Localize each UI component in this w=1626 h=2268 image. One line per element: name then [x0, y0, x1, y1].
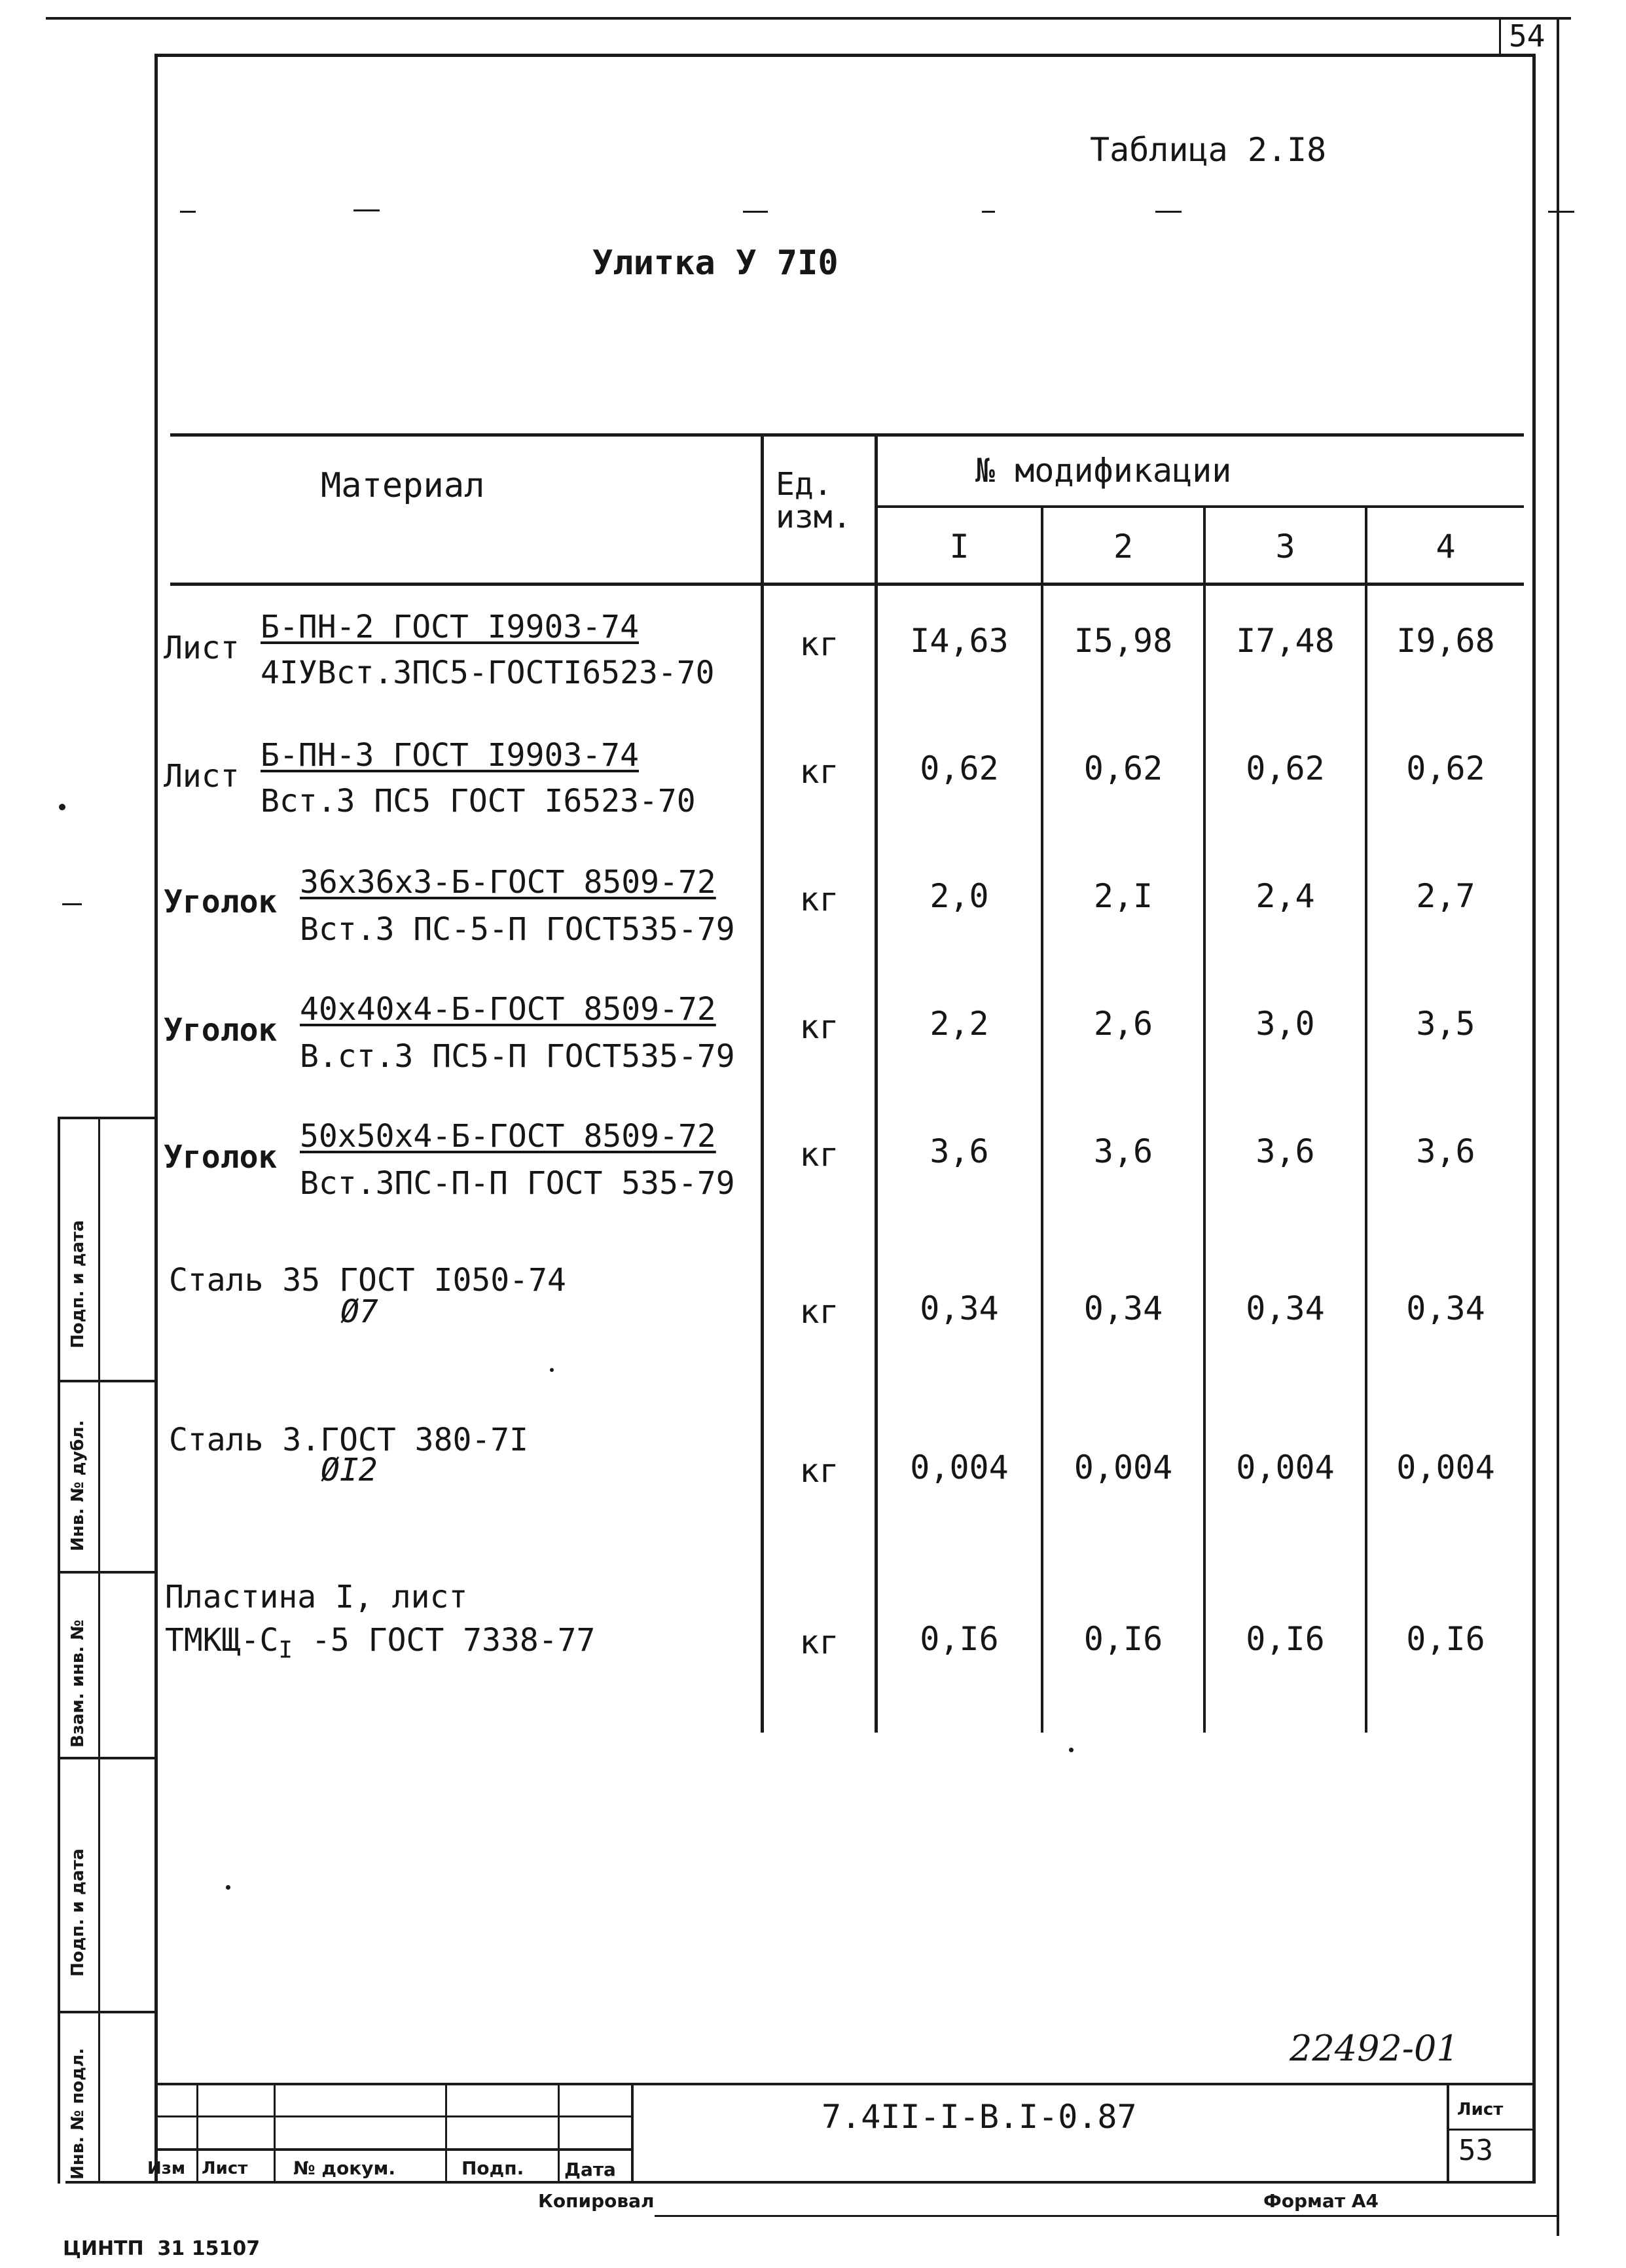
row-value-mod4: 0,I6	[1406, 1620, 1485, 1658]
side-divider	[58, 1571, 156, 1574]
row-material-line1: 40х40х4-Б-ГОСТ 8509-72	[300, 991, 716, 1028]
row-value-mod2: 0,I6	[1083, 1620, 1163, 1658]
stamp-sheet-number: 53	[1458, 2134, 1493, 2167]
sheet-number-box-left	[1499, 17, 1501, 55]
row-material-line1: Б-ПН-2 ГОСТ I9903-74	[261, 609, 639, 645]
row-value-mod2: 0,004	[1074, 1449, 1173, 1486]
row-value-mod3: 2,4	[1256, 877, 1315, 915]
row-material-line2: ØI2	[321, 1452, 378, 1488]
row-material-line2-suffix: -5 ГОСТ 7338-77	[293, 1622, 596, 1659]
row-value-mod1: 0,I6	[920, 1620, 999, 1658]
row-value-mod3: 0,34	[1246, 1289, 1325, 1327]
row-material-line2: В.ст.3 ПС5-П ГОСТ535-79	[300, 1038, 735, 1075]
stamp-col-line	[196, 2083, 198, 2182]
row-prefix: Уголок	[164, 884, 278, 920]
side-label-dup-inv: Инв. № дубл.	[68, 1420, 88, 1551]
row-material-line2: Вст.3 ПС-5-П ГОСТ535-79	[300, 911, 735, 948]
stamp-col-line	[445, 2083, 447, 2182]
dash-mark	[353, 209, 380, 211]
dash-mark	[180, 211, 196, 213]
table-header-bottom-line	[170, 583, 1524, 586]
stamp-copied: Копировал	[538, 2190, 655, 2212]
row-value-mod2: 2,6	[1093, 1005, 1153, 1043]
mod-subheader-line	[878, 505, 1524, 508]
stamp-format: Формат А4	[1263, 2190, 1379, 2212]
inner-frame-bottom	[65, 2181, 1536, 2184]
stamp-sheet-box-left	[1447, 2083, 1449, 2182]
side-label-orig-inv: Инв. № подл.	[68, 2047, 88, 2180]
row-value-mod1: 3,6	[930, 1132, 989, 1170]
row-value-mod4: 0,62	[1406, 749, 1485, 787]
side-strip-inner-line	[98, 1117, 100, 2184]
row-material-line1: Сталь 3.ГОСТ 380-7I	[169, 1422, 529, 1458]
row-value-mod2: 0,34	[1083, 1289, 1163, 1327]
row-value-mod4: 0,004	[1396, 1449, 1495, 1486]
speck	[226, 1885, 230, 1890]
header-mod-2: 2	[1113, 528, 1134, 566]
row-value-mod2: 0,62	[1083, 749, 1163, 787]
side-label-sign-date: Подп. и дата	[68, 1220, 88, 1348]
col-divider-mod1	[1041, 505, 1043, 1733]
row-prefix: Уголок	[164, 1012, 278, 1049]
row-value-mod3: I7,48	[1236, 622, 1335, 660]
side-strip-top-line	[58, 1117, 156, 1119]
row-material-line2: Вст.3ПС-П-П ГОСТ 535-79	[300, 1165, 735, 1202]
stamp-doc-code: 7.4II-I-В.I-0.87	[822, 2098, 1137, 2136]
row-material-line2: Вст.3 ПС5 ГОСТ I6523-70	[261, 783, 696, 819]
stamp-col-line	[274, 2083, 276, 2182]
row-unit: кг	[799, 880, 839, 918]
speck	[59, 804, 65, 810]
row-unit: кг	[799, 1293, 839, 1331]
stamp-col-sign: Подп.	[461, 2157, 524, 2179]
row-material-line2	[165, 1622, 595, 1664]
row-value-mod2: 3,6	[1093, 1132, 1153, 1170]
row-value-mod3: 3,0	[1256, 1005, 1315, 1043]
header-mod-4: 4	[1436, 528, 1456, 566]
row-material-line2-main: ТМКЩ-С	[165, 1622, 279, 1659]
stamp-sheet-box-mid	[1447, 2129, 1536, 2131]
outer-right-line	[1557, 17, 1559, 2236]
stamp-sheet-label: Лист	[1457, 2100, 1504, 2119]
side-divider	[58, 1757, 156, 1759]
row-value-mod3: 0,004	[1236, 1449, 1335, 1486]
row-value-mod3: 0,62	[1246, 749, 1325, 787]
stamp-col-izm: Изм	[147, 2159, 186, 2178]
row-value-mod4: 3,6	[1416, 1132, 1475, 1170]
page-title: Улитка У 7I0	[592, 243, 839, 283]
side-label-sign-date-2: Подп. и дата	[68, 1848, 88, 1977]
row-unit: кг	[799, 1452, 839, 1490]
row-material-line2: Ø7	[340, 1293, 378, 1330]
col-divider-mod3	[1365, 505, 1367, 1733]
header-unit-line2: изм.	[776, 499, 852, 535]
outer-top-line	[46, 17, 1571, 20]
col-divider-mod2	[1203, 505, 1206, 1733]
outer-bottom-line	[655, 2215, 1559, 2217]
row-value-mod3: 0,I6	[1246, 1620, 1325, 1658]
dash-mark	[1155, 211, 1182, 213]
row-prefix: Лист	[164, 630, 240, 666]
inner-frame-right	[1532, 54, 1536, 2181]
row-material-line1: 50х50х4-Б-ГОСТ 8509-72	[300, 1118, 716, 1155]
stamp-col-line	[631, 2083, 634, 2182]
row-unit: кг	[799, 625, 839, 663]
sheet-top-number: 54	[1509, 18, 1545, 54]
row-material-line1: 36х36х3-Б-ГОСТ 8509-72	[300, 864, 716, 901]
row-value-mod1: 0,004	[910, 1449, 1009, 1486]
row-value-mod1: 0,34	[920, 1289, 999, 1327]
row-value-mod3: 3,6	[1256, 1132, 1315, 1170]
row-value-mod4: 3,5	[1416, 1005, 1475, 1043]
row-prefix: Лист	[164, 758, 240, 795]
row-value-mod1: I4,63	[910, 622, 1009, 660]
side-label-replace-inv: Взам. инв. №	[68, 1619, 88, 1748]
header-mod-1: I	[949, 528, 969, 566]
row-value-mod1: 0,62	[920, 749, 999, 787]
speck	[62, 903, 82, 905]
row-material-line2-sub: I	[278, 1636, 293, 1664]
row-material-line1: Сталь 35 ГОСТ I050-74	[169, 1262, 566, 1299]
row-material-line1: Пластина I, лист	[165, 1579, 468, 1615]
stamp-top-line	[154, 2083, 1536, 2085]
header-unit-line1: Ед.	[776, 466, 833, 503]
row-unit: кг	[799, 1136, 839, 1174]
row-value-mod4: 2,7	[1416, 877, 1475, 915]
table-top-line	[170, 433, 1524, 437]
stamp-col-list: Лист	[202, 2159, 248, 2178]
stamp-row-line	[154, 2115, 632, 2117]
row-material-line2: 4IУВст.3ПС5-ГОСТI6523-70	[261, 655, 715, 691]
row-unit: кг	[799, 1008, 839, 1046]
stamp-col-date: Дата	[564, 2159, 616, 2180]
row-prefix: Уголок	[164, 1139, 278, 1176]
dash-mark	[982, 211, 995, 213]
speck	[1069, 1748, 1074, 1752]
stamp-handwritten-number: 22492-01	[1290, 2028, 1459, 2069]
header-mod-3: 3	[1275, 528, 1295, 566]
side-strip-left-line	[58, 1117, 60, 2184]
row-material-line1: Б-ПН-3 ГОСТ I9903-74	[261, 737, 639, 774]
row-value-mod4: 0,34	[1406, 1289, 1485, 1327]
stamp-row-line	[154, 2148, 632, 2151]
side-divider	[58, 2011, 156, 2013]
row-value-mod2: 2,I	[1093, 877, 1153, 915]
row-value-mod4: I9,68	[1396, 622, 1495, 660]
row-unit: кг	[799, 753, 839, 791]
speck	[550, 1368, 554, 1372]
side-divider	[58, 1380, 156, 1382]
row-value-mod1: 2,0	[930, 877, 989, 915]
header-material: Материал	[321, 466, 485, 505]
table-number: Таблица 2.I8	[1090, 131, 1327, 169]
row-unit: кг	[799, 1623, 839, 1661]
dash-mark	[1548, 211, 1574, 213]
stamp-col-doc: № докум.	[293, 2157, 396, 2179]
row-value-mod2: I5,98	[1074, 622, 1173, 660]
row-value-mod1: 2,2	[930, 1005, 989, 1043]
dash-mark	[743, 211, 768, 213]
footer-code: ЦИНТП 31 15107	[63, 2237, 261, 2260]
header-modifications: № модификации	[975, 452, 1232, 490]
inner-frame-top	[154, 54, 1536, 57]
stamp-col-line	[558, 2083, 560, 2182]
